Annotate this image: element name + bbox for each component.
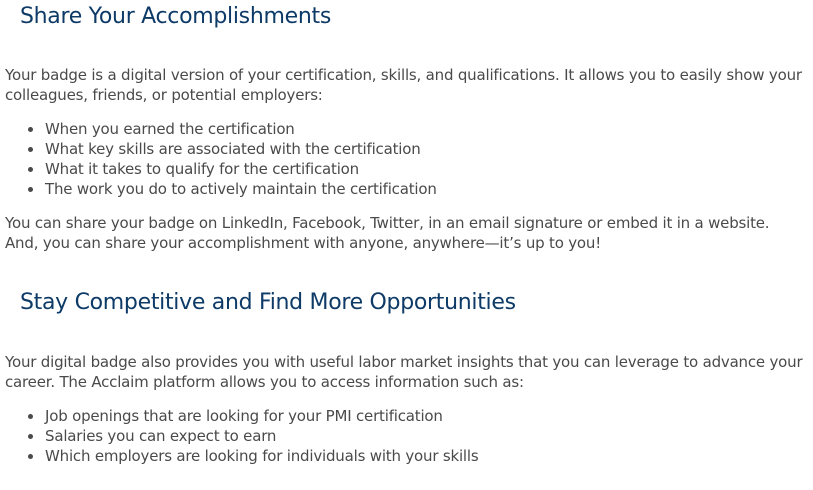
list-item xyxy=(28,426,788,446)
list-item-text: Job openings that are looking for your PMI certification xyxy=(45,407,443,425)
list-item-text: Which employers are looking for individuals with your skills xyxy=(45,447,479,465)
list-item-text: What key skills are associated with the certification xyxy=(45,140,421,158)
bullet-icon xyxy=(28,454,33,459)
list-item-text: Salaries you can expect to earn xyxy=(45,427,277,445)
list-item-text: What it takes to qualify for the certification xyxy=(45,160,359,178)
section-heading-competitive: Stay Competitive and Find More Opportunities xyxy=(20,290,516,315)
bullet-icon xyxy=(28,187,33,192)
list-item xyxy=(28,446,788,466)
list-item xyxy=(28,179,788,199)
list-item-text: The work you do to actively maintain the certification xyxy=(45,180,437,198)
bullet-icon xyxy=(28,167,33,172)
share-intro-paragraph: Your badge is a digital version of your certification, skills, and qualifications. It allows you to easily show your colleagues, friends, or potential employers: xyxy=(5,66,802,104)
list-item-text: When you earned the certification xyxy=(45,120,295,138)
section-heading-share: Share Your Accomplishments xyxy=(20,4,331,29)
competitive-bullet-list xyxy=(28,406,788,466)
list-item xyxy=(28,119,788,139)
share-outro-paragraph: You can share your badge on LinkedIn, Facebook, Twitter, in an email signature or embed it in a website. And, you can share your accomplishment with anyone, anywhere—it’s up to you! xyxy=(5,214,770,252)
list-item xyxy=(28,406,788,426)
list-item xyxy=(28,139,788,159)
bullet-icon xyxy=(28,127,33,132)
bullet-icon xyxy=(28,147,33,152)
list-item xyxy=(28,159,788,179)
bullet-icon xyxy=(28,414,33,419)
competitive-intro-paragraph: Your digital badge also provides you with useful labor market insights that you can leverage to advance your career. The Acclaim platform allows you to access information such as: xyxy=(5,353,803,391)
share-bullet-list xyxy=(28,119,788,199)
bullet-icon xyxy=(28,434,33,439)
